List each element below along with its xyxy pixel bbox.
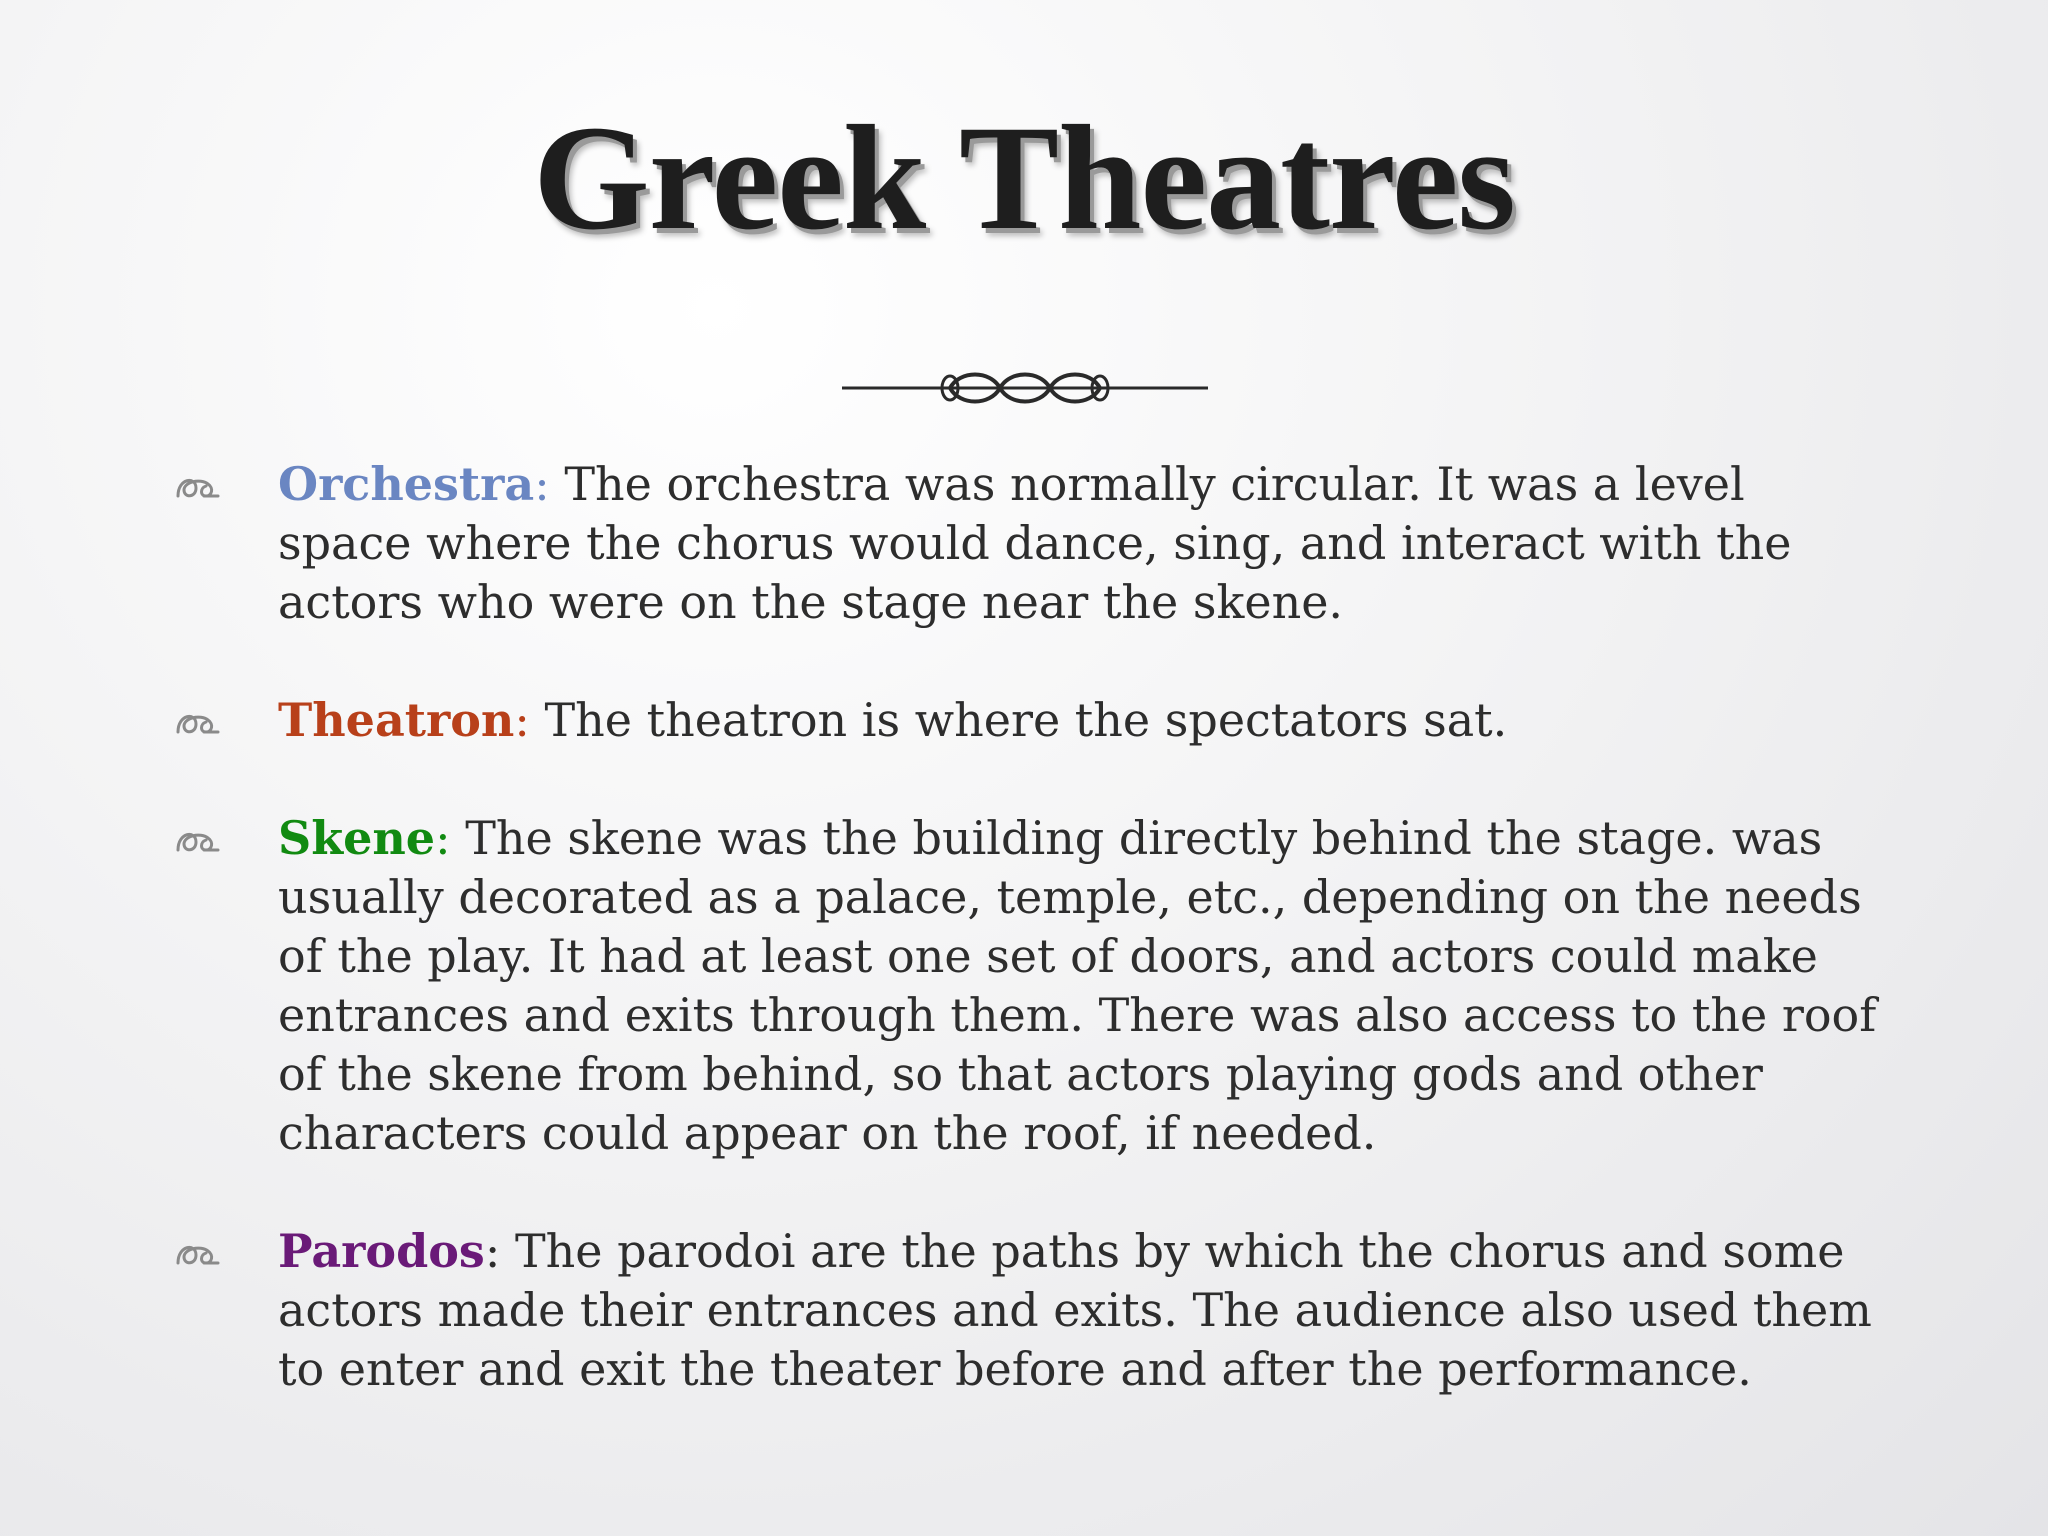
slide-title: Greek Theatres (533, 95, 1515, 261)
bullet-skene (170, 809, 1890, 1163)
curly-loop-bullet-icon (174, 470, 220, 502)
scroll-flourish-divider-icon (840, 360, 1210, 416)
term-parodos: Parodos (278, 1224, 485, 1278)
term-theatron: Theatron (278, 693, 515, 747)
bullet-orchestra (170, 455, 1890, 632)
term-skene: Skene (278, 811, 436, 865)
curly-loop-bullet-icon (174, 1237, 220, 1269)
bullet-theatron (170, 691, 1890, 750)
bullet-text: The skene was the building directly behind the stage. was usually decorated as a palace, temple, etc., depending on the needs of the play. It had at least one set of doors, and actors could make entrances and exits through them. There was also access to the roof of the skene from behind, so that actors playing gods and other characters could appear on the roof, if needed. (278, 811, 1877, 1160)
bullet-text: The theatron is where the spectators sat. (529, 693, 1508, 747)
curly-loop-bullet-icon (174, 824, 220, 856)
term-colon: : (435, 811, 451, 865)
term-orchestra: Orchestra (278, 457, 535, 511)
term-colon: : (484, 1224, 501, 1278)
bullet-list (170, 455, 1890, 1458)
curly-loop-bullet-icon (174, 706, 220, 738)
term-colon: : (514, 693, 530, 747)
bullet-text: The orchestra was normally circular. It was a level space where the chorus would dance, sing, and interact with the actors who were on the stage near the skene. (278, 457, 1792, 629)
term-colon: : (534, 457, 550, 511)
bullet-text: The parodoi are the paths by which the chorus and some actors made their entrances and exits. The audience also used them to enter and exit the theater before and after the performance. (278, 1224, 1872, 1396)
bullet-parodos (170, 1222, 1890, 1399)
